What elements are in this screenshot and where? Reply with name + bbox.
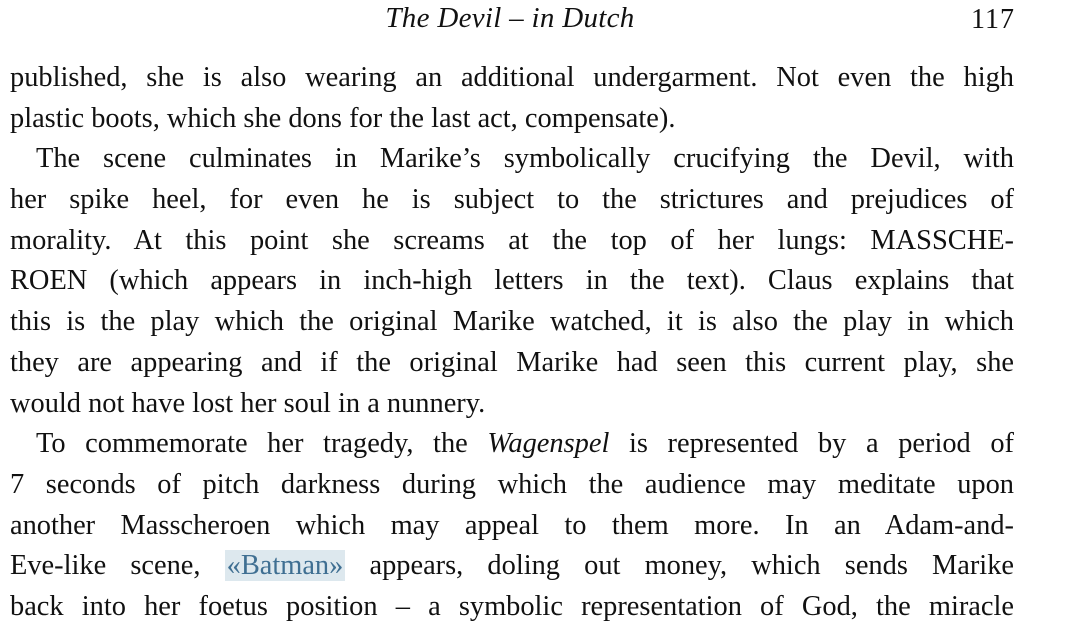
text-line [10, 58, 1014, 99]
text-line [10, 384, 1014, 425]
text-line [10, 343, 1014, 384]
text-segment: back into her foetus position – a symbolic representation of God, the miracle [10, 590, 1014, 622]
paragraph [10, 58, 1014, 139]
text-segment: ROEN (which appears in inch-high letters in the text). Claus explains that [10, 265, 1014, 297]
text-line [10, 506, 1014, 547]
text-segment: published, she is also wearing an additional undergarment. Not even the high [10, 62, 1014, 93]
text-line [10, 221, 1014, 262]
page-number: 117 [971, 4, 1015, 35]
highlighted-term[interactable]: «Batman» [226, 550, 344, 582]
text-line [10, 180, 1014, 221]
text-segment: this is the play which the original Marike watched, it is also the play in which [10, 306, 1014, 338]
text-segment: Eve-like scene, [10, 550, 225, 582]
text-line [10, 424, 1014, 465]
text-segment: they are appearing and if the original Marike had seen this current play, she [10, 346, 1014, 378]
text-line [10, 139, 1014, 180]
text-line [10, 261, 1014, 302]
paragraph [10, 424, 1014, 627]
text-line [10, 587, 1014, 628]
text-segment: The scene culminates in Marike’s symbolically crucifying the Devil, with [36, 143, 1014, 175]
text-line [10, 546, 1014, 587]
text-segment: another Masscheroen which may appeal to them more. In an Adam-and- [10, 509, 1014, 541]
italic-title: Wagenspel [487, 428, 610, 460]
text-segment: is represented by a period of [609, 428, 1015, 460]
running-title: The Devil – in Dutch [385, 2, 635, 34]
text-segment: To commemorate her tragedy, the [36, 428, 488, 460]
text-segment: morality. At this point she screams at the top of her lungs: MASSCHE- [10, 224, 1014, 256]
text-line [10, 99, 1014, 140]
text-segment: would not have lost her soul in a nunnery. [10, 387, 486, 419]
body-text [10, 58, 1014, 628]
text-line [10, 302, 1014, 343]
paragraph [10, 139, 1014, 424]
text-segment: plastic boots, which she dons for the last act, compensate). [10, 102, 676, 134]
text-line [10, 465, 1014, 506]
text-segment: 7 seconds of pitch darkness during which the audience may meditate upon [10, 468, 1014, 500]
text-segment: her spike heel, for even he is subject to the strictures and prejudices of [10, 184, 1014, 216]
running-header [0, 0, 1089, 40]
text-segment: appears, doling out money, which sends Marike [345, 550, 1014, 582]
